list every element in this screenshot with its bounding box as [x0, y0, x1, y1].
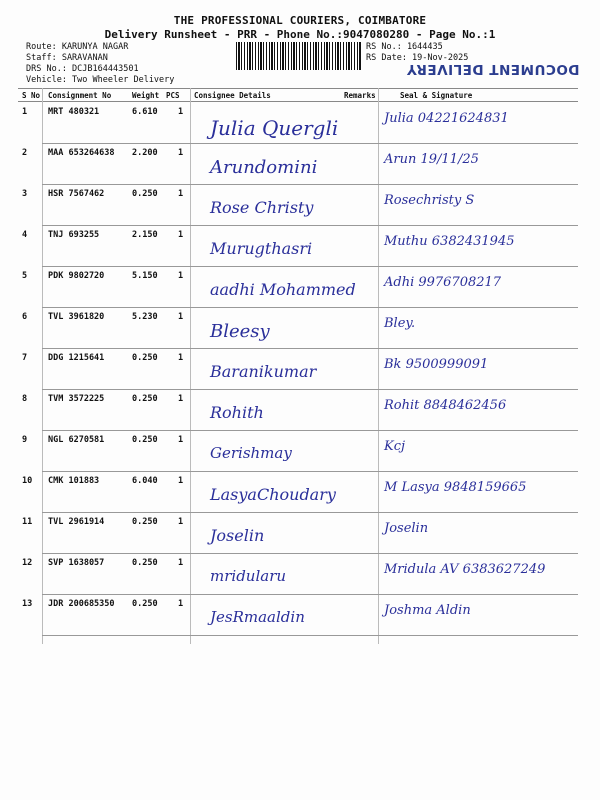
consignment-number: CMK 101883 [48, 476, 100, 486]
weight-value: 0.250 [132, 599, 158, 609]
pcs-value: 1 [178, 107, 184, 117]
signature: Joselin [384, 521, 429, 536]
header-bottom-rule [18, 101, 578, 102]
weight-value: 0.250 [132, 189, 158, 199]
weight-value: 6.040 [132, 476, 158, 486]
table-row [18, 431, 578, 472]
row-divider [42, 635, 578, 636]
weight-value: 2.150 [132, 230, 158, 240]
runsheet-subtitle: Delivery Runsheet - PRR - Phone No.:9047080280 - Page No.:1 [104, 28, 496, 41]
pcs-value: 1 [178, 558, 184, 568]
consignment-number: HSR 7567462 [48, 189, 105, 199]
col-pcs: PCS [166, 91, 180, 100]
table-row [18, 267, 578, 308]
pcs-value: 1 [178, 353, 184, 363]
serial-number: 7 [22, 353, 28, 363]
signature: Mridula AV 6383627249 [384, 562, 546, 577]
pcs-value: 1 [178, 435, 184, 445]
document-delivery-stamp: DOCUMENT DELIVERY [406, 61, 580, 77]
signature: Arun 19/11/25 [384, 152, 479, 167]
table-row [18, 308, 578, 349]
consignee-name: Julia Quergli [210, 116, 339, 140]
weight-value: 0.250 [132, 394, 158, 404]
consignee-name: Rohith [210, 403, 264, 422]
consignee-name: Gerishmay [210, 444, 292, 462]
col-remarks: Remarks [344, 91, 376, 100]
signature: M Lasya 9848159665 [384, 480, 527, 495]
barcode-icon [236, 42, 362, 70]
pcs-value: 1 [178, 476, 184, 486]
rs-no-text: RS No.: 1644435 [366, 42, 443, 52]
vehicle-text: Vehicle: Two Wheeler Delivery [26, 75, 175, 85]
signature: Julia 04221624831 [384, 111, 509, 126]
signature: Rohit 8848462456 [384, 398, 507, 413]
pcs-value: 1 [178, 312, 184, 322]
col-weight: Weight [132, 91, 160, 100]
serial-number: 3 [22, 189, 28, 199]
weight-value: 0.250 [132, 517, 158, 527]
weight-value: 0.250 [132, 435, 158, 445]
signature: Bk 9500999091 [384, 357, 489, 372]
signature: Adhi 9976708217 [384, 275, 502, 290]
pcs-value: 1 [178, 148, 184, 158]
pcs-value: 1 [178, 230, 184, 240]
serial-number: 12 [22, 558, 33, 568]
pcs-value: 1 [178, 599, 184, 609]
pcs-value: 1 [178, 189, 184, 199]
serial-number: 8 [22, 394, 28, 404]
table-row [18, 595, 578, 636]
table-row [18, 103, 578, 144]
table-row [18, 226, 578, 267]
pcs-value: 1 [178, 517, 184, 527]
consignment-number: TVL 3961820 [48, 312, 105, 322]
serial-number: 4 [22, 230, 28, 240]
serial-number: 2 [22, 148, 28, 158]
table-row [18, 554, 578, 595]
consignment-number: TVM 3572225 [48, 394, 105, 404]
consignee-name: Bleesy [210, 321, 270, 342]
serial-number: 11 [22, 517, 33, 527]
col-consignment: Consignment No [48, 91, 112, 100]
consignee-name: Baranikumar [210, 362, 317, 381]
table-row [18, 513, 578, 554]
consignment-number: MAA 653264638 [48, 148, 115, 158]
consignment-number: TVL 2961914 [48, 517, 105, 527]
consignment-number: TNJ 693255 [48, 230, 100, 240]
serial-number: 10 [22, 476, 33, 486]
consignee-name: JesRmaaldin [210, 608, 305, 626]
table-row [18, 349, 578, 390]
col-consignee: Consignee Details [194, 91, 271, 100]
weight-value: 5.150 [132, 271, 158, 281]
consignee-name: mridularu [210, 567, 287, 585]
weight-value: 0.250 [132, 558, 158, 568]
signature: Kcj [384, 439, 406, 454]
consignment-number: NGL 6270581 [48, 435, 105, 445]
consignee-name: aadhi Mohammed [210, 280, 356, 299]
consignment-number: JDR 200685350 [48, 599, 115, 609]
signature: Bley. [384, 316, 416, 331]
signature: Rosechristy S [384, 193, 475, 208]
table-row [18, 144, 578, 185]
consignee-name: Murugthasri [210, 239, 313, 258]
consignment-number: PDK 9802720 [48, 271, 105, 281]
weight-value: 2.200 [132, 148, 158, 158]
pcs-value: 1 [178, 271, 184, 281]
drs-text: DRS No.: DCJB164443501 [26, 64, 139, 74]
table-row [18, 472, 578, 513]
signature: Joshma Aldin [384, 603, 471, 618]
weight-value: 6.610 [132, 107, 158, 117]
serial-number: 9 [22, 435, 28, 445]
col-signature: Seal & Signature [400, 91, 473, 100]
consignment-number: MRT 480321 [48, 107, 100, 117]
serial-number: 1 [22, 107, 28, 117]
serial-number: 13 [22, 599, 33, 609]
consignee-name: Rose Christy [210, 198, 314, 217]
consignee-name: LasyaChoudary [210, 485, 336, 504]
header-top-rule [18, 88, 578, 89]
weight-value: 0.250 [132, 353, 158, 363]
table-row [18, 185, 578, 226]
signature: Muthu 6382431945 [384, 234, 515, 249]
col-sno: S No [22, 91, 41, 100]
weight-value: 5.230 [132, 312, 158, 322]
consignment-number: DDG 1215641 [48, 353, 105, 363]
consignment-number: SVP 1638057 [48, 558, 105, 568]
consignee-name: Joselin [210, 526, 265, 545]
sheet-meta-left [26, 42, 174, 86]
staff-text: Staff: SARAVANAN [26, 53, 108, 63]
consignee-name: Arundomini [210, 157, 318, 178]
pcs-value: 1 [178, 394, 184, 404]
table-row [18, 390, 578, 431]
serial-number: 5 [22, 271, 28, 281]
route-text: Route: KARUNYA NAGAR [26, 42, 129, 52]
rs-date-text: RS Date: 19-Nov-2025 [366, 53, 469, 63]
company-title: THE PROFESSIONAL COURIERS, COIMBATORE [173, 14, 427, 27]
serial-number: 6 [22, 312, 28, 322]
